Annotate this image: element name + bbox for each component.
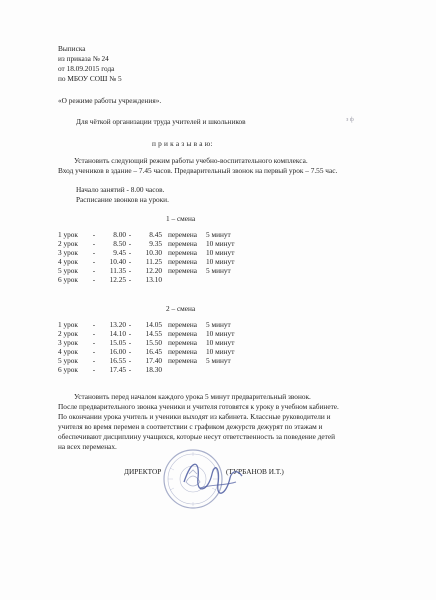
break-label: перемена: [168, 338, 198, 347]
closing-line-5: обеспечивают дисциплину учащихся, которые несут ответственность за поведение детей: [58, 432, 335, 441]
table-row: 1 урок - 13.20 - 14.05 перемена 5 минут: [58, 320, 236, 329]
lesson-start: 16.00: [109, 347, 126, 356]
lesson-start: 14.10: [109, 329, 126, 338]
lesson-start: 15.05: [109, 338, 126, 347]
lesson-end: 18.30: [145, 365, 162, 374]
shift-2-title: 2 – смена: [166, 304, 196, 313]
lesson-end: 16.45: [145, 347, 162, 356]
lesson-end: 12.20: [145, 266, 162, 275]
intro-text: Для чёткой организации труда учителей и школьников: [76, 117, 246, 126]
break-label: перемена: [168, 329, 198, 338]
break-duration: 5 минут: [206, 320, 231, 329]
lesson-start: 17.45: [109, 365, 126, 374]
lesson-start: 11.35: [109, 266, 126, 275]
closing-line-3: По окончании урока учитель и ученики выходят из кабинета. Классные руководители и: [58, 412, 331, 421]
order-word: п р и к а з ы в а ю:: [152, 139, 213, 148]
lesson-start: 16.55: [109, 356, 126, 365]
table-row: 5 урок - 16.55 - 17.40 перемена 5 минут: [58, 356, 236, 365]
closing-line-4: учителя во время перемен в соответствии с графиком дежурств дежурят по этажам и: [58, 422, 323, 431]
lesson-end: 15.50: [145, 338, 162, 347]
lesson-label: 1 урок: [58, 230, 78, 239]
table-row: 2 урок - 14.10 - 14.55 перемена 10 минут: [58, 329, 235, 338]
table-row: 6 урок - 12.25 - 13.10: [58, 275, 236, 284]
table-row: 3 урок - 9.45 - 10.30 перемена 10 минут: [58, 248, 235, 257]
start-text: Начало занятий - 8.00 часов.: [76, 185, 165, 194]
break-duration: [206, 365, 236, 374]
schedule-title: Расписание звонков на уроки.: [76, 195, 169, 204]
lesson-start: 10.40: [109, 257, 126, 266]
break-duration: 10 минут: [206, 257, 235, 266]
order-subject: «О режиме работы учреждения».: [58, 96, 162, 105]
shift-2-table: [58, 320, 236, 374]
lesson-label: 5 урок: [58, 356, 78, 365]
lesson-label: 5 урок: [58, 266, 78, 275]
break-label: перемена: [168, 257, 198, 266]
lesson-start: 12.25: [109, 275, 126, 284]
lesson-label: 1 урок: [58, 320, 78, 329]
table-row: 4 урок - 10.40 - 11.25 перемена 10 минут: [58, 257, 235, 266]
table-row: 3 урок - 15.05 - 15.50 перемена 10 минут: [58, 338, 235, 347]
lesson-label: 3 урок: [58, 338, 78, 347]
break-label: [168, 365, 206, 374]
margin-mark: з ф: [346, 117, 354, 123]
lesson-end: 8.45: [149, 230, 162, 239]
break-label: перемена: [168, 248, 198, 257]
header-line-3: от 18.09.2015 года: [58, 64, 115, 73]
break-label: перемена: [168, 356, 198, 365]
header-line-2: из приказа № 24: [58, 54, 109, 63]
header-line-4: по МБОУ СОШ № 5: [58, 74, 122, 83]
table-row: 6 урок - 17.45 - 18.30: [58, 365, 236, 374]
lesson-end: 14.55: [145, 329, 162, 338]
lesson-end: 13.10: [145, 275, 162, 284]
closing-line-1: Установить перед началом каждого урока 5 минут предварительный звонок.: [74, 392, 311, 401]
lesson-end: 17.40: [145, 356, 162, 365]
break-label: перемена: [168, 320, 198, 329]
break-duration: [206, 275, 236, 284]
break-duration: 5 минут: [206, 266, 231, 275]
break-label: перемена: [168, 347, 198, 356]
table-row: 2 урок - 8.50 - 9.35 перемена 10 минут: [58, 239, 235, 248]
lesson-start: 9.45: [113, 248, 126, 257]
shift-1-table: [58, 230, 236, 284]
break-duration: 10 минут: [206, 347, 235, 356]
entry-text: Вход учеников в здание – 7.45 часов. Предварительный звонок на первый урок – 7.55 час.: [58, 166, 338, 175]
break-label: [168, 275, 206, 284]
lesson-end: 11.25: [145, 257, 162, 266]
lesson-start: 8.00: [113, 230, 126, 239]
lesson-label: 6 урок: [58, 365, 78, 374]
break-duration: 10 минут: [206, 329, 235, 338]
lesson-end: 9.35: [149, 239, 162, 248]
lesson-label: 4 урок: [58, 347, 78, 356]
break-duration: 5 минут: [206, 230, 231, 239]
lesson-label: 2 урок: [58, 239, 78, 248]
table-row: 1 урок - 8.00 - 8.45 перемена 5 минут: [58, 230, 236, 239]
break-duration: 10 минут: [206, 248, 235, 257]
table-row: 4 урок - 16.00 - 16.45 перемена 10 минут: [58, 347, 235, 356]
break-duration: 10 минут: [206, 239, 235, 248]
lesson-label: 3 урок: [58, 248, 78, 257]
break-duration: 5 минут: [206, 356, 231, 365]
break-label: перемена: [168, 230, 198, 239]
break-label: перемена: [168, 239, 198, 248]
shift-1-title: 1 – смена: [166, 214, 196, 223]
header-line-1: Выписка: [58, 44, 86, 53]
break-duration: 10 минут: [206, 338, 235, 347]
director-title: ДИРЕКТОР: [124, 467, 162, 476]
table-row: 5 урок - 11.35 - 12.20 перемена 5 минут: [58, 266, 236, 275]
lesson-start: 13.20: [109, 320, 126, 329]
lesson-end: 10.30: [145, 248, 162, 257]
lesson-start: 8.50: [113, 239, 126, 248]
director-name: (ТУРБАНОВ И.Т.): [226, 467, 284, 476]
establish-text: Установить следующий режим работы учебно-воспитательного комплекса.: [74, 156, 308, 165]
lesson-label: 4 урок: [58, 257, 78, 266]
handwritten-signature-icon: [178, 448, 258, 508]
lesson-label: 2 урок: [58, 329, 78, 338]
lesson-end: 14.05: [145, 320, 162, 329]
break-label: перемена: [168, 266, 198, 275]
closing-line-2: После предварительного звонка ученики и учителя готовятся к уроку в учебном кабинете.: [58, 402, 339, 411]
closing-line-6: на всех переменах.: [58, 442, 117, 451]
lesson-label: 6 урок: [58, 275, 78, 284]
